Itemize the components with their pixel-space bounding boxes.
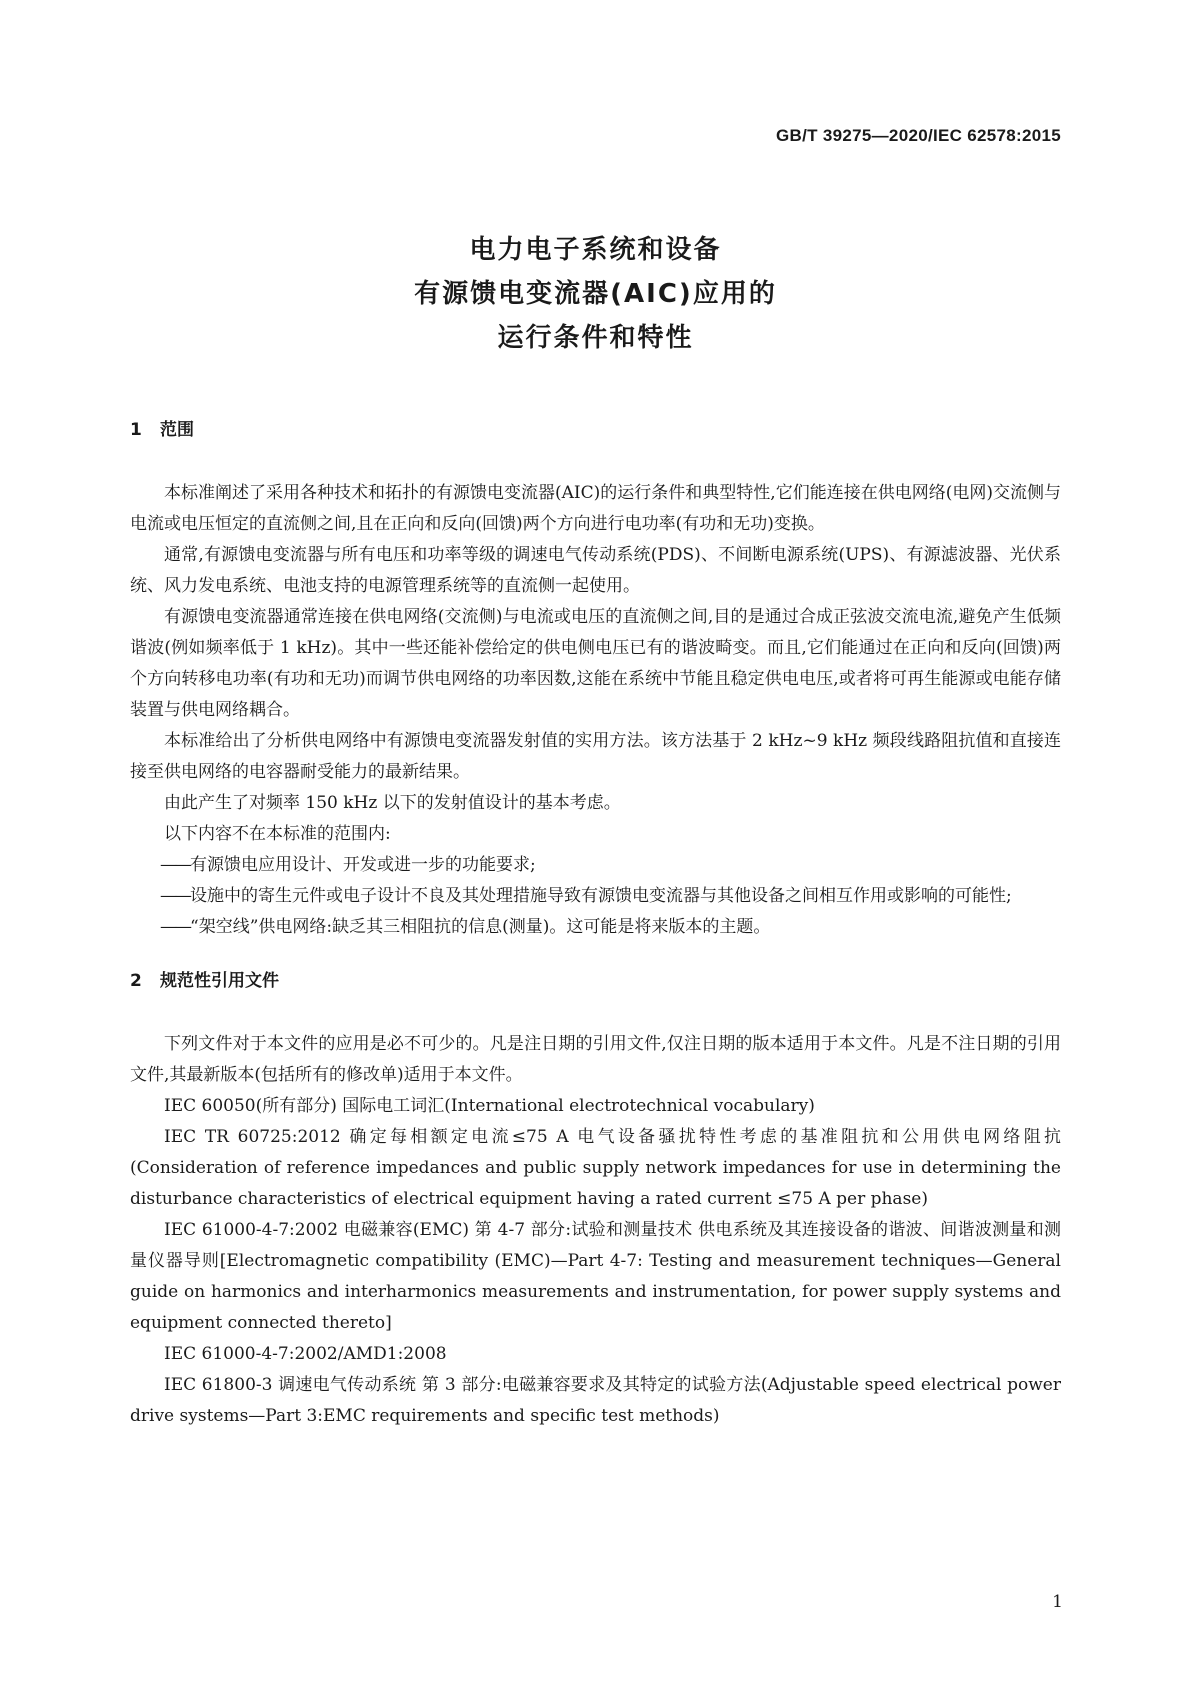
page-number: 1 bbox=[1052, 1592, 1063, 1612]
section-1-heading bbox=[130, 418, 1061, 442]
paragraph: 本标准阐述了采用各种技术和拓扑的有源馈电变流器(AIC)的运行条件和典型特性,它们能连接在供电网络(电网)交流侧与电流或电压恒定的直流侧之间,且在正向和反向(回馈)两个方向进行电功率(有功和无功)变换。 bbox=[130, 483, 1061, 534]
paragraph: 以下内容不在本标准的范围内: bbox=[164, 824, 391, 844]
section-2-heading bbox=[130, 969, 1061, 993]
list-item bbox=[130, 881, 1061, 912]
document-title bbox=[0, 228, 1191, 360]
section-title: 范围 bbox=[160, 420, 194, 440]
section-number: 1 bbox=[130, 420, 142, 440]
dash-marker: —— bbox=[160, 886, 190, 906]
title-line-3: 运行条件和特性 bbox=[497, 323, 694, 353]
paragraph: 通常,有源馈电变流器与所有电压和功率等级的调速电气传动系统(PDS)、不间断电源系统(UPS)、有源滤波器、光伏系统、风力发电系统、电池支持的电源管理系统等的直流侧一起使用。 bbox=[130, 545, 1061, 596]
list-item-text: 设施中的寄生元件或电子设计不良及其处理措施导致有源馈电变流器与其他设备之间相互作用或影响的可能性; bbox=[190, 886, 1012, 906]
section-title: 规范性引用文件 bbox=[160, 971, 279, 991]
list-item-text: “架空线”供电网络:缺乏其三相阻抗的信息(测量)。这可能是将来版本的主题。 bbox=[190, 917, 771, 937]
list-item bbox=[130, 850, 1061, 881]
title-line-2: 有源馈电变流器(AIC)应用的 bbox=[414, 279, 777, 309]
reference-entry: IEC 61800-3 调速电气传动系统 第 3 部分:电磁兼容要求及其特定的试验方法(Adjustable speed electrical power drive systems—Part 3:EMC requirements and specific test methods) bbox=[130, 1375, 1061, 1426]
reference-entry: IEC 60050(所有部分) 国际电工词汇(International electrotechnical vocabulary) bbox=[164, 1096, 815, 1116]
paragraph: 由此产生了对频率 150 kHz 以下的发射值设计的基本考虑。 bbox=[164, 793, 621, 813]
dash-marker: —— bbox=[160, 917, 190, 937]
reference-entry: IEC 61000-4-7:2002/AMD1:2008 bbox=[164, 1344, 447, 1364]
reference-entry: IEC 61000-4-7:2002 电磁兼容(EMC) 第 4-7 部分:试验和测量技术 供电系统及其连接设备的谐波、间谐波测量和测量仪器导则[Electromagnetic compatibility (EMC)—Part 4-7: Testing and measurement techniques—General guide on harmonics and interharmonics measurements and instrumentation, for power supply systems and equipment connected thereto] bbox=[130, 1220, 1061, 1333]
paragraph: 下列文件对于本文件的应用是必不可少的。凡是注日期的引用文件,仅注日期的版本适用于本文件。凡是不注日期的引用文件,其最新版本(包括所有的修改单)适用于本文件。 bbox=[130, 1034, 1061, 1085]
document-body bbox=[130, 418, 1061, 1432]
list-item-text: 有源馈电应用设计、开发或进一步的功能要求; bbox=[190, 855, 536, 875]
reference-entry: IEC TR 60725:2012 确定每相额定电流≤75 A 电气设备骚扰特性考虑的基准阻抗和公用供电网络阻抗(Consideration of reference impedances and public supply network impedances for use in determining the disturbance characteristics of electrical equipment having a rated current ≤75 A per phase) bbox=[130, 1127, 1061, 1209]
dash-marker: —— bbox=[160, 855, 190, 875]
paragraph: 有源馈电变流器通常连接在供电网络(交流侧)与电流或电压的直流侧之间,目的是通过合成正弦波交流电流,避免产生低频谐波(例如频率低于 1 kHz)。其中一些还能补偿给定的供电侧电压已有的谐波畸变。而且,它们能通过在正向和反向(回馈)两个方向转移电功率(有功和无功)而调节供电网络的功率因数,这能在系统中节能且稳定供电电压,或者将可再生能源或电能存储装置与供电网络耦合。 bbox=[130, 607, 1061, 720]
paragraph: 本标准给出了分析供电网络中有源馈电变流器发射值的实用方法。该方法基于 2 kHz~9 kHz 频段线路阻抗值和直接连接至供电网络的电容器耐受能力的最新结果。 bbox=[130, 731, 1061, 782]
standard-code: GB/T 39275—2020/IEC 62578:2015 bbox=[776, 126, 1061, 145]
title-line-1: 电力电子系统和设备 bbox=[469, 235, 722, 265]
list-item bbox=[130, 912, 1061, 943]
section-number: 2 bbox=[130, 971, 142, 991]
